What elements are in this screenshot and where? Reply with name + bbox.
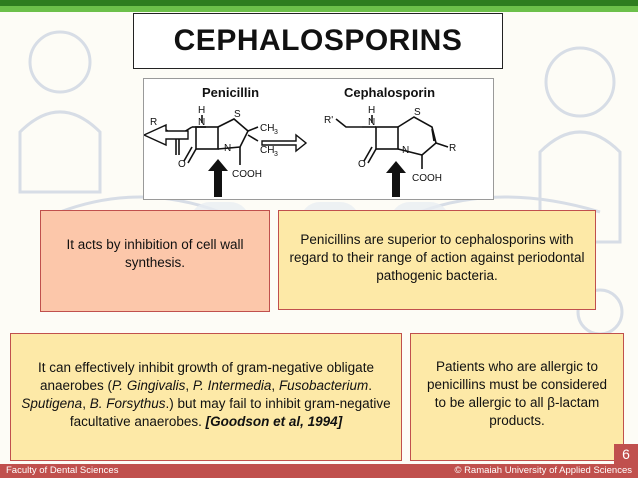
cephalosporin-h-label: H [368,105,376,116]
organism-p-gingivalis: P. Gingivalis [112,378,186,394]
cephalosporin-up-arrow [386,161,406,197]
cephalosporin-r-group: R' [324,115,334,126]
cephalosporin-o-label: O [358,159,366,170]
cephalosporin-r2-label: R [449,143,457,154]
mechanism-box [40,210,270,312]
spectrum-box [10,333,402,461]
cephalosporin-n-label: N [368,117,376,128]
penicillin-s-label: S [234,109,241,120]
mechanism-text: It acts by inhibition of cell wall synthesis. [66,237,244,270]
penicillin-r-group: R [150,117,158,128]
cephalosporin-name: Cephalosporin [344,85,436,100]
comparison-box [278,210,596,310]
penicillin-h-label: H [198,105,206,116]
penicillin-ch3-bottom: CH [260,145,275,156]
cephalosporin-side-arrow [144,125,188,145]
penicillin-cooh: COOH [232,169,262,180]
structure-diagram [144,79,493,199]
allergy-text: Patients who are allergic to penicillins must be considered to be allergic to all β-lactam products. [426,359,608,428]
allergy-box [410,333,624,461]
comparison-text: Penicillins are superior to cephalosporins with regard to their range of action against periodontal pathogenic bacteria. [289,232,585,283]
footer-bar [0,464,638,478]
penicillin-ch3-top-sub: 3 [274,129,278,136]
penicillin-o-label: O [178,159,186,170]
penicillin-up-arrow [208,159,228,197]
organism-sputigena: Sputigena [21,396,83,411]
cephalosporin-cooh: COOH [412,173,442,184]
penicillin-ch3-top: CH [260,123,275,134]
page-number: 6 [614,444,638,464]
citation: [Goodson et al, 1994] [205,413,343,429]
penicillin-name: Penicillin [202,85,260,100]
footer-faculty: Faculty of Dental Sciences [6,465,119,476]
penicillin-ring-n: N [224,143,232,154]
structure-panel [143,78,494,200]
penicillin-ch3-bottom-sub: 3 [274,151,278,158]
cephalosporin-s-label: S [414,107,421,118]
slide-title: CEPHALOSPORINS [133,13,503,69]
organism-p-intermedia: P. Intermedia [192,378,272,394]
cephalosporin-ring-n: N [402,145,410,156]
organism-b-forsythus: B. Forsythus [89,396,166,411]
penicillin-n-label: N [198,117,206,128]
spectrum-text: It can effectively inhibit growth of gram-negative obligate anaerobes (P. Gingivalis, P. Intermedia, Fusobacterium. Sputigena, B. Forsythus.) but may fail to inhibit gram-negative facultative anaerobes. [Goodson et al, 1994] [21,360,391,429]
organism-fusobacterium: Fusobacterium [278,378,369,394]
footer-copyright: © Ramaiah University of Applied Sciences [454,465,632,476]
